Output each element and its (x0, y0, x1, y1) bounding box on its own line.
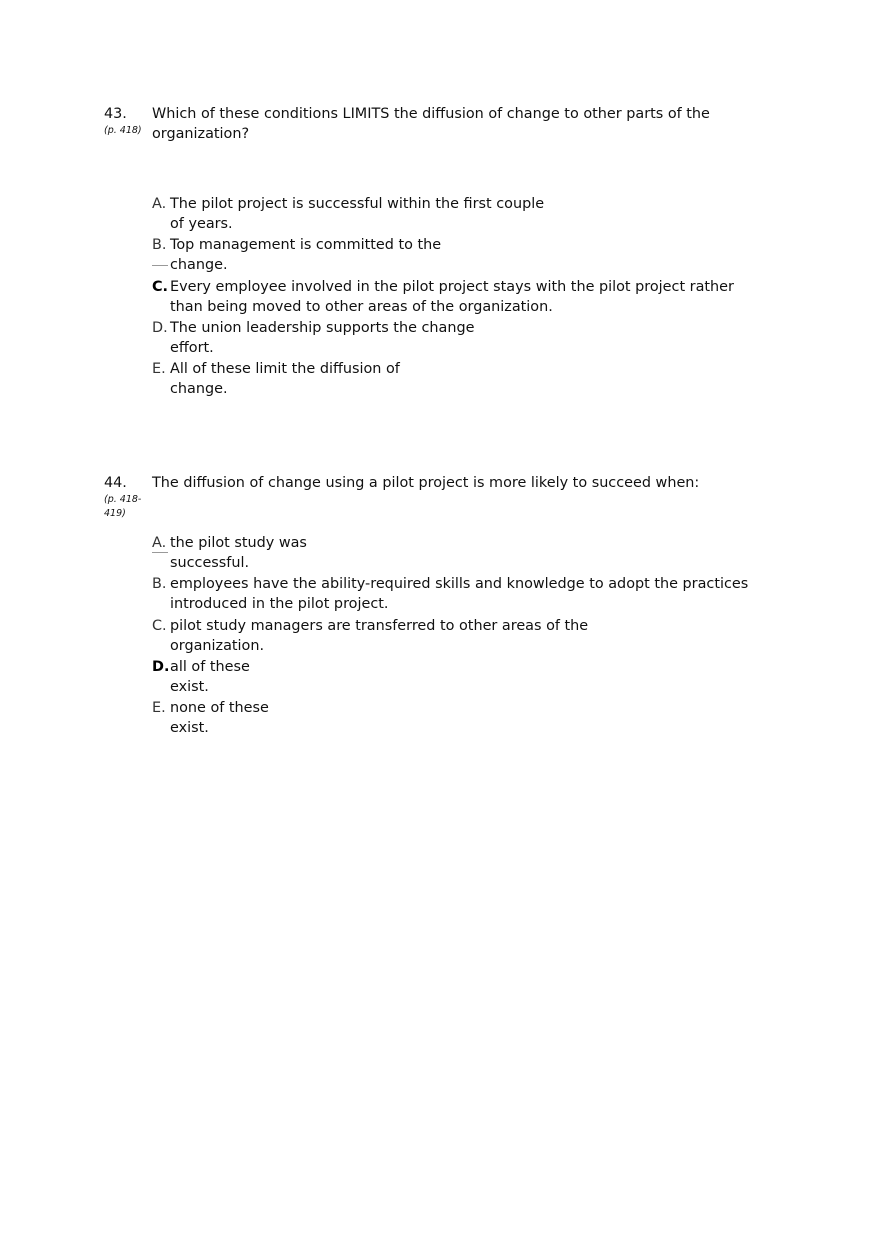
option-text: none of these (170, 700, 269, 717)
option-text-wrap (170, 255, 804, 275)
option-text: employees have the ability-required skills and knowledge to adopt the practices (170, 576, 749, 593)
page-reference: (p. 418-419) (104, 494, 142, 519)
question-text-line: organization? (152, 126, 250, 142)
option-a (152, 533, 804, 573)
option-label-correct: C. (152, 278, 169, 295)
option-text: introduced in the pilot project. (170, 596, 389, 613)
answer-mark (152, 552, 168, 553)
option-label: A. (152, 535, 167, 551)
question-number: 43. (104, 106, 127, 122)
option-label-correct: D. (152, 658, 170, 675)
option-text: The pilot project is successful within the first couple (170, 196, 545, 212)
option-text: than being moved to other areas of the organization. (170, 298, 553, 315)
question-text (152, 104, 804, 144)
question-text-line: Which of these conditions LIMITS the diffusion of change to other parts of the (152, 106, 710, 122)
option-text: All of these limit the diffusion of (170, 361, 400, 378)
question-44 (104, 473, 804, 739)
option-e (152, 359, 804, 399)
option-text: all of these (170, 658, 250, 675)
option-text: The union leadership supports the change (170, 319, 475, 336)
question-text (152, 473, 804, 493)
option-c (152, 616, 804, 656)
option-e (152, 698, 804, 738)
question-text-line: The diffusion of change using a pilot project is more likely to succeed when: (152, 475, 700, 491)
question-number: 44. (104, 475, 127, 491)
option-text: Every employee involved in the pilot project stays with the pilot project rather (170, 278, 734, 295)
option-a (152, 194, 804, 234)
option-c (152, 277, 804, 317)
option-label: D. (152, 319, 168, 336)
question-43 (104, 104, 804, 400)
option-text: exist. (170, 678, 209, 695)
option-label: B. (152, 237, 167, 254)
option-d (152, 657, 804, 697)
option-text: effort. (170, 339, 214, 356)
page-reference: (p. 418) (104, 125, 142, 136)
answer-options (152, 533, 804, 738)
option-text: change. (170, 381, 228, 398)
option-label: B. (152, 576, 167, 593)
option-text: pilot study managers are transferred to other areas of the (170, 617, 589, 634)
option-text: organization. (170, 637, 265, 654)
option-text: Top management is committed to the (170, 237, 442, 254)
answer-options (152, 194, 804, 399)
option-label: E. (152, 361, 166, 378)
option-label: A. (152, 196, 167, 212)
option-label: E. (152, 700, 166, 717)
option-d (152, 318, 804, 358)
option-b (152, 235, 804, 275)
option-text: change. (170, 257, 228, 274)
option-b (152, 574, 804, 614)
option-text: of years. (170, 216, 233, 232)
option-text: the pilot study was (170, 535, 307, 551)
option-text: successful. (170, 555, 250, 571)
option-label: C. (152, 617, 167, 634)
option-text: exist. (170, 720, 209, 737)
answer-mark (152, 265, 168, 266)
